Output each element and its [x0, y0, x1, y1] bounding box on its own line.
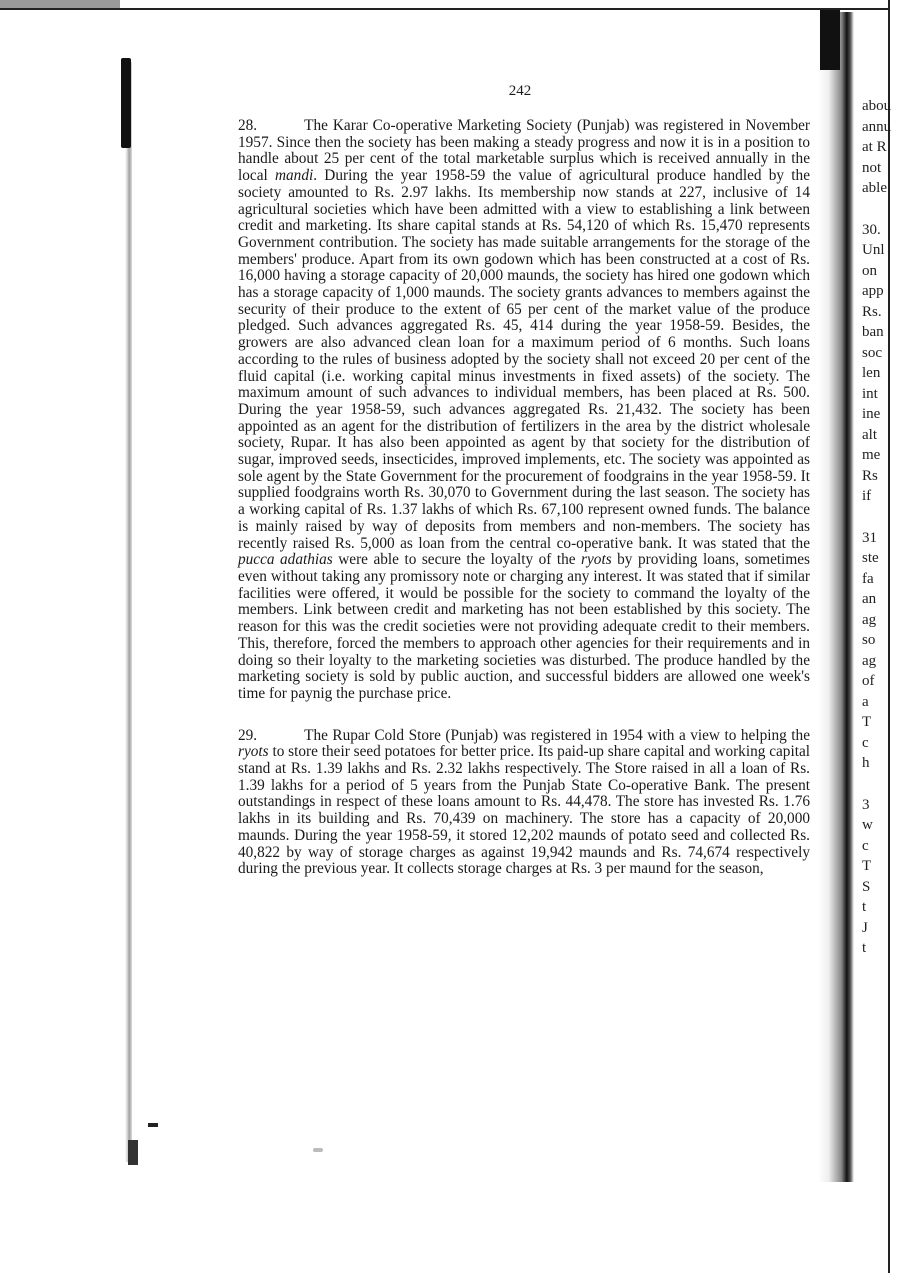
facing-page-line: me — [862, 447, 881, 463]
scan-top-edge — [0, 0, 120, 8]
facing-page-line: not — [862, 159, 882, 176]
paragraph-number: 28. — [238, 117, 258, 134]
facing-page-line: J — [862, 919, 868, 936]
binding-mark-bottom — [128, 1140, 138, 1165]
italic-term: pucca adathias — [238, 551, 333, 569]
text-run: to store their seed potatoes for better price. Its paid-up share capital and working capital stand at Rs. 1.39 lakhs and Rs. 2.32 lakhs respectively. The Store raised in all a loan of Rs. 1.39 lakhs for a period of 5 years from the Punjab State Co-operative Bank. The present outstandings in respect of these loans amount to Rs. 44,478. The store has invested Rs. 1.76 lakhs in its building and Rs. 70,439 on machinery. The store has a capacity of 20,000 maunds. During the year 1958-59, it stored 12,202 maunds of potato seed and collected Rs. 40,822 by way of storage charges as against 19,942 maunds and Rs. 74,674 respectively during the previous year. It collects storage charges at Rs. 3 per maund for the season, — [238, 743, 810, 878]
facing-page-line: ine — [862, 406, 881, 422]
facing-page-fragments — [862, 96, 901, 1196]
facing-page-line: Unl — [862, 242, 885, 258]
paragraph-28 — [238, 118, 810, 703]
margin-mark — [148, 1123, 158, 1127]
facing-page-line — [862, 774, 901, 795]
facing-page-line: alt — [862, 426, 877, 443]
facing-page-line: T — [862, 714, 872, 730]
facing-page-line: fa — [862, 570, 874, 587]
facing-page-line: w — [862, 817, 873, 833]
facing-page-line: 30. — [862, 221, 881, 238]
facing-page-line: h — [862, 755, 870, 771]
text-run: were able to secure the loyalty of the — [332, 551, 582, 569]
facing-page-line: an — [862, 591, 877, 607]
facing-page-line: c — [862, 734, 869, 751]
facing-page-line: so — [862, 632, 876, 648]
facing-page-line: 3 — [862, 796, 870, 813]
binding-shadow-left — [125, 62, 132, 1162]
paragraph-number: 29. — [238, 726, 258, 744]
facing-page-line: ste — [862, 550, 879, 566]
facing-page-line: t — [862, 899, 867, 915]
facing-page-line: app — [862, 283, 884, 299]
text-run: The Karar Co-operative Marketing Society (Punjab) was registered in November 1957. Since then the society has been making a steady progress and now it is in a position to handle about 25 per cent of the total marketable surplus which is received annually in the local — [238, 117, 810, 185]
facing-page-line: T — [862, 858, 872, 874]
facing-page-line: if — [862, 488, 872, 504]
facing-page-line: a — [862, 693, 869, 710]
text-run: . During the year 1958-59 the value of agricultural produce handled by the society amounted to Rs. 2.97 lakhs. Its membership now stands at 227, inclusive of 14 agricultural societies which have been admitted with a view to establishing a link between credit and marketing. Its share capital stands at Rs. 54,120 of which Rs. 15,470 represents Government contribution. The society has made suitable arrangements for the storage of the members' produce. Apart from its own godown which has been constructed at a cost of Rs. 16,000 having a storage capacity of 20,000 maunds, the society has hired one godown which has a storage capacity of 1,000 maunds. The society grants advances to members against the security of their produce to the extent of 65 per cent of the market value of the produce pledged. Such advances aggregated Rs. 45, 414 during the year 1958-59. Besides, the growers are also advanced clean loan for a maximum period of 6 months. Such loans according to the rules of business adopted by the society shall not exceed 20 per cent of the fluid capital (i.e. working capital minus investments in fixed assets) of the society. The maximum amount of such advances to individual members, has been placed at Rs. 500. During the year 1958-59, such advances aggregated Rs. 21,432. The society has been appointed as an agent for the distribution of fertilizers in the area by the district wholesale society, Rupar. It has also been appointed as agent by that society for the distribution of sugar, improved seeds, insecticides, improved implements, etc. The society was appointed as sole agent by the State Government for the procurement of foodgrains in the year 1958-59. It supplied foodgrains worth Rs. 30,070 to Government during the last season. The society has a working capital of Rs. 1.37 lakhs of which Rs. 67,100 represent owned funds. The balance is mainly raised by way of deposits from members and non-members. The society has recently raised Rs. 5,000 as loan from the central co-operative bank. It was stated that the — [238, 167, 810, 552]
book-gutter-shadow — [818, 12, 854, 1182]
italic-term: ryots — [581, 551, 612, 569]
facing-page-line: ag — [862, 611, 877, 628]
facing-page-line: of — [862, 673, 875, 689]
facing-page-line: S — [862, 878, 871, 895]
facing-page-line: Rs. — [862, 303, 882, 320]
facing-page-line — [862, 199, 901, 220]
facing-page-line: at R — [862, 139, 887, 155]
page-number: 242 — [508, 83, 532, 99]
body-text — [238, 118, 810, 878]
facing-page-line: int — [862, 385, 878, 402]
facing-page-line: able — [862, 180, 887, 196]
gutter-dark-patch — [820, 10, 840, 70]
facing-page-line: 31 — [862, 529, 877, 546]
binding-mark-left — [121, 58, 131, 148]
facing-page-line — [862, 507, 901, 528]
facing-page-line: annu — [862, 118, 892, 135]
facing-page-line: abou — [862, 98, 892, 114]
italic-term: mandi — [274, 167, 314, 185]
text-run: The Rupar Cold Store (Punjab) was registered in 1954 with a view to helping the — [304, 726, 810, 744]
scan-smudge — [313, 1148, 323, 1152]
facing-page-line: len — [862, 365, 881, 381]
facing-page-line: c — [862, 837, 869, 854]
facing-page-line: ag — [862, 652, 877, 669]
page-top-edge-line — [0, 8, 890, 10]
facing-page-line: t — [862, 940, 867, 956]
facing-page-line: Rs — [862, 467, 878, 484]
paragraph-29 — [238, 728, 810, 878]
facing-page-line: on — [862, 262, 877, 279]
text-run: by providing loans, sometimes even without taking any promissory note or charging any interest. It was stated that if similar facilities were offered, it would be possible for the society to command the loyalty of the members. Link between credit and marketing has not been established by this society. The reason for this was the credit societies were not providing adequate credit to their members. This, therefore, forced the members to approach other agencies for their requirements and in doing so their loyalty to the marketing societies was disturbed. The produce handled by the marketing society is sold by public auction, and successful bidders are allowed one week's time for paynig the purchase price. — [238, 551, 811, 702]
facing-page-line: ban — [862, 324, 884, 340]
facing-page-line: soc — [862, 344, 882, 361]
italic-term: ryots — [238, 743, 269, 761]
